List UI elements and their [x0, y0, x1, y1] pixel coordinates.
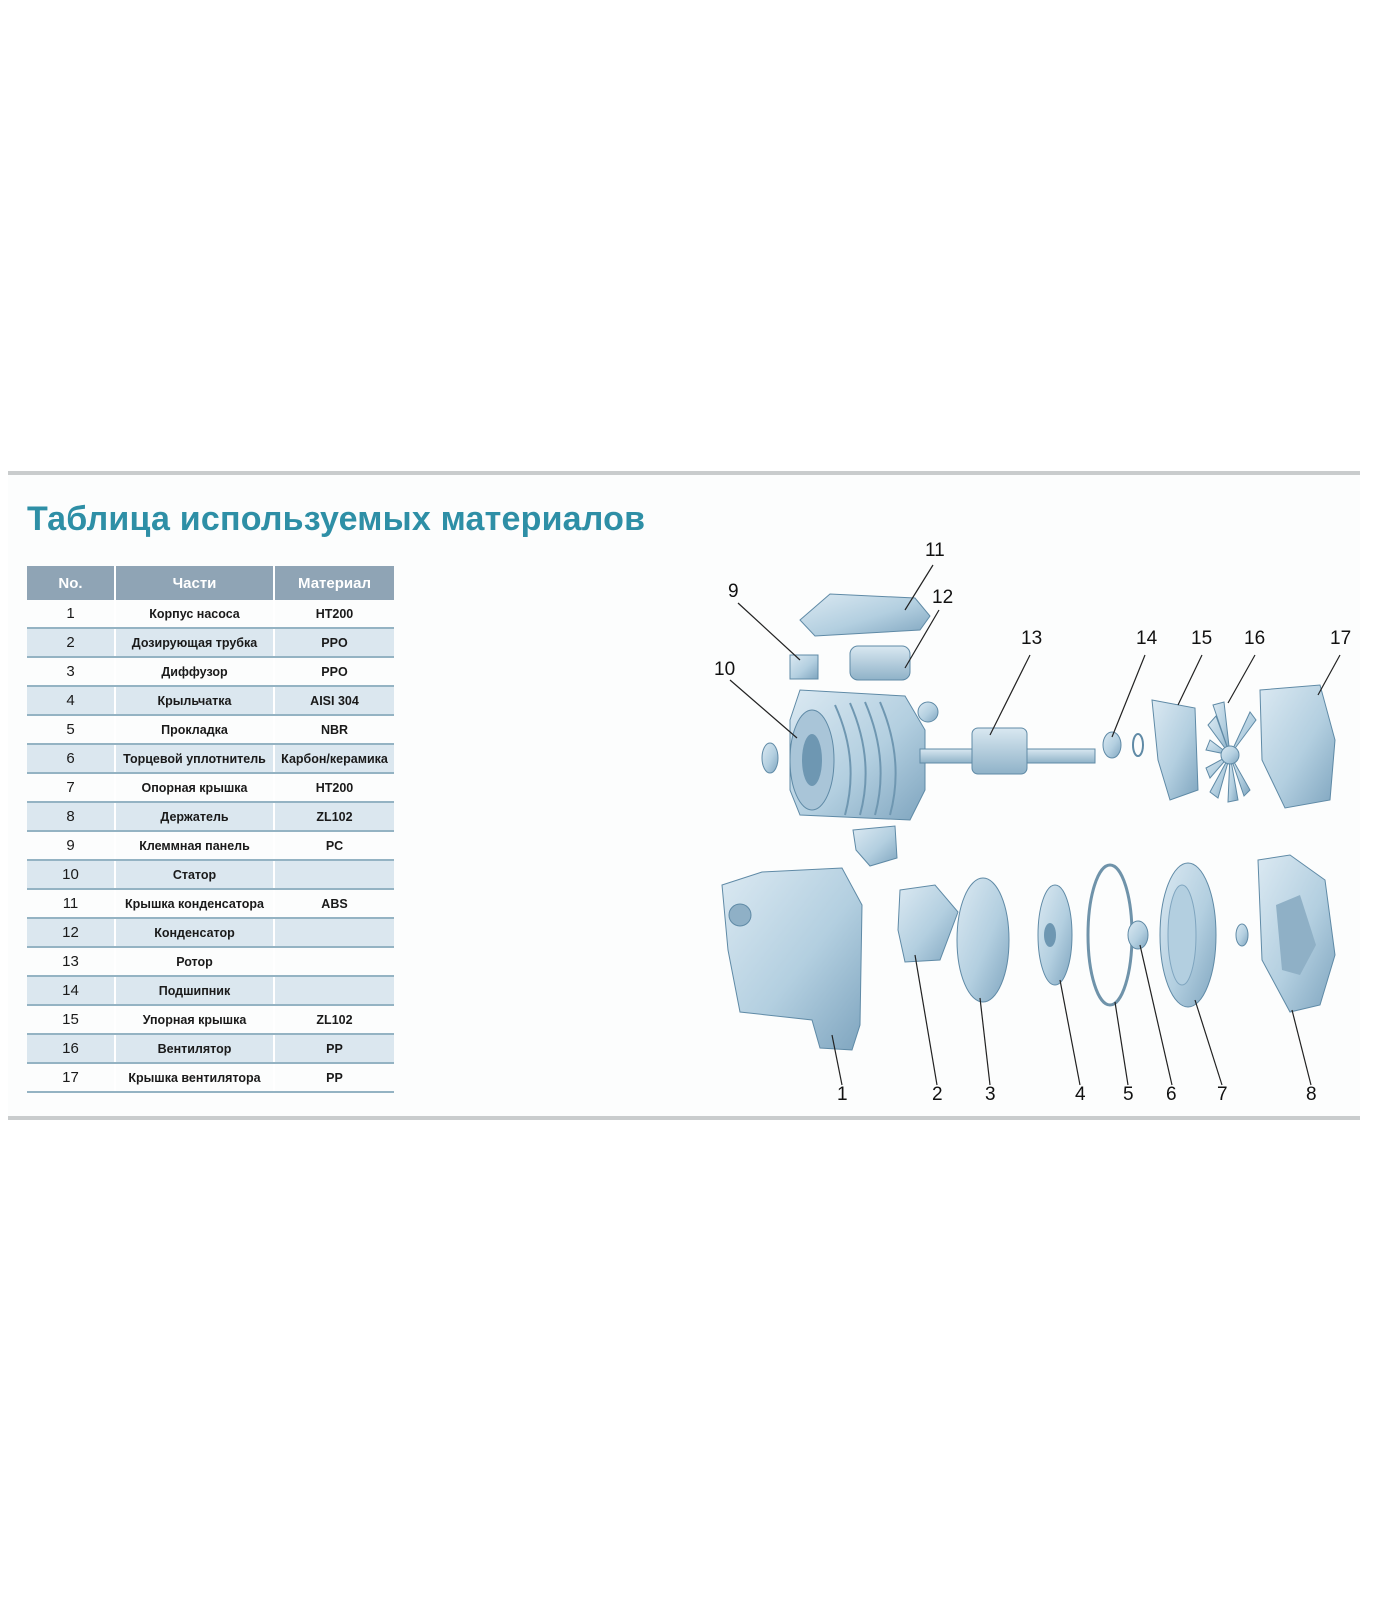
row-part: Диффузор: [115, 657, 274, 686]
part-washer: [1133, 734, 1143, 756]
row-material: PPO: [274, 628, 394, 657]
row-material: ABS: [274, 889, 394, 918]
part-mechanical-seal: [1128, 921, 1148, 949]
callout-6: 6: [1166, 1084, 1177, 1105]
callout-8: 8: [1306, 1084, 1317, 1105]
callout-5: 5: [1123, 1084, 1134, 1105]
row-part: Торцевой уплотнитель: [115, 744, 274, 773]
row-part: Корпус насоса: [115, 600, 274, 628]
part-terminal-base: [853, 826, 897, 866]
part-front-bearing: [762, 743, 778, 773]
row-part: Клеммная панель: [115, 831, 274, 860]
row-material: Карбон/керамика: [274, 744, 394, 773]
row-material: PP: [274, 1063, 394, 1092]
row-number: 3: [27, 657, 115, 686]
callout-4: 4: [1075, 1084, 1086, 1105]
row-material: ZL102: [274, 802, 394, 831]
row-material: ZL102: [274, 1005, 394, 1034]
part-thrust-cover: [1152, 700, 1198, 800]
row-number: 15: [27, 1005, 115, 1034]
row-material: PP: [274, 1034, 394, 1063]
row-part: Опорная крышка: [115, 773, 274, 802]
callout-16: 16: [1244, 628, 1266, 649]
header-no: No.: [27, 566, 115, 600]
row-number: 7: [27, 773, 115, 802]
part-terminal-panel: [790, 655, 818, 679]
row-number: 4: [27, 686, 115, 715]
header-part: Части: [115, 566, 274, 600]
callout-9: 9: [728, 581, 739, 602]
row-number: 9: [27, 831, 115, 860]
row-material: AISI 304: [274, 686, 394, 715]
part-fan-cover: [1260, 685, 1335, 808]
callout-3: 3: [985, 1084, 996, 1105]
callout-12: 12: [932, 587, 954, 608]
part-diffuser: [957, 878, 1009, 1002]
row-part: Прокладка: [115, 715, 274, 744]
part-impeller-hub: [1044, 923, 1056, 947]
page-title: Таблица используемых материалов: [27, 500, 646, 538]
row-part: Крыльчатка: [115, 686, 274, 715]
row-part: Вентилятор: [115, 1034, 274, 1063]
callout-7: 7: [1217, 1084, 1228, 1105]
part-dosing-pipe: [898, 885, 958, 962]
row-number: 5: [27, 715, 115, 744]
row-part: Конденсатор: [115, 918, 274, 947]
part-pump-port: [729, 904, 751, 926]
callout-1: 1: [837, 1084, 848, 1105]
row-part: Крышка вентилятора: [115, 1063, 274, 1092]
row-number: 17: [27, 1063, 115, 1092]
part-bearing-cover-inner: [1168, 885, 1196, 985]
row-number: 1: [27, 600, 115, 628]
part-small-bearing: [1236, 924, 1248, 946]
part-stator-bore: [802, 734, 822, 786]
part-gasket: [1088, 865, 1132, 1005]
callout-11: 11: [925, 540, 945, 561]
row-number: 11: [27, 889, 115, 918]
row-material: HT200: [274, 773, 394, 802]
row-number: 10: [27, 860, 115, 889]
part-gland-nut: [918, 702, 938, 722]
callout-13: 13: [1021, 628, 1043, 649]
row-part: Подшипник: [115, 976, 274, 1005]
callout-15: 15: [1191, 628, 1213, 649]
part-rotor: [972, 728, 1027, 774]
callout-2: 2: [932, 1084, 943, 1105]
row-part: Упорная крышка: [115, 1005, 274, 1034]
row-number: 2: [27, 628, 115, 657]
row-number: 13: [27, 947, 115, 976]
part-fan: [1206, 702, 1256, 802]
callout-14: 14: [1136, 628, 1158, 649]
row-part: Статор: [115, 860, 274, 889]
part-capacitor: [850, 646, 910, 680]
callout-10: 10: [714, 659, 736, 680]
header-material: Материал: [274, 566, 394, 600]
row-number: 12: [27, 918, 115, 947]
row-material: HT200: [274, 600, 394, 628]
row-material: NBR: [274, 715, 394, 744]
part-pump-body: [722, 868, 862, 1050]
row-part: Крышка конденсатора: [115, 889, 274, 918]
row-part: Ротор: [115, 947, 274, 976]
row-number: 8: [27, 802, 115, 831]
row-material: PC: [274, 831, 394, 860]
row-number: 14: [27, 976, 115, 1005]
row-number: 16: [27, 1034, 115, 1063]
row-part: Дозирующая трубка: [115, 628, 274, 657]
row-material: PPO: [274, 657, 394, 686]
row-number: 6: [27, 744, 115, 773]
row-part: Держатель: [115, 802, 274, 831]
callout-17: 17: [1330, 628, 1352, 649]
